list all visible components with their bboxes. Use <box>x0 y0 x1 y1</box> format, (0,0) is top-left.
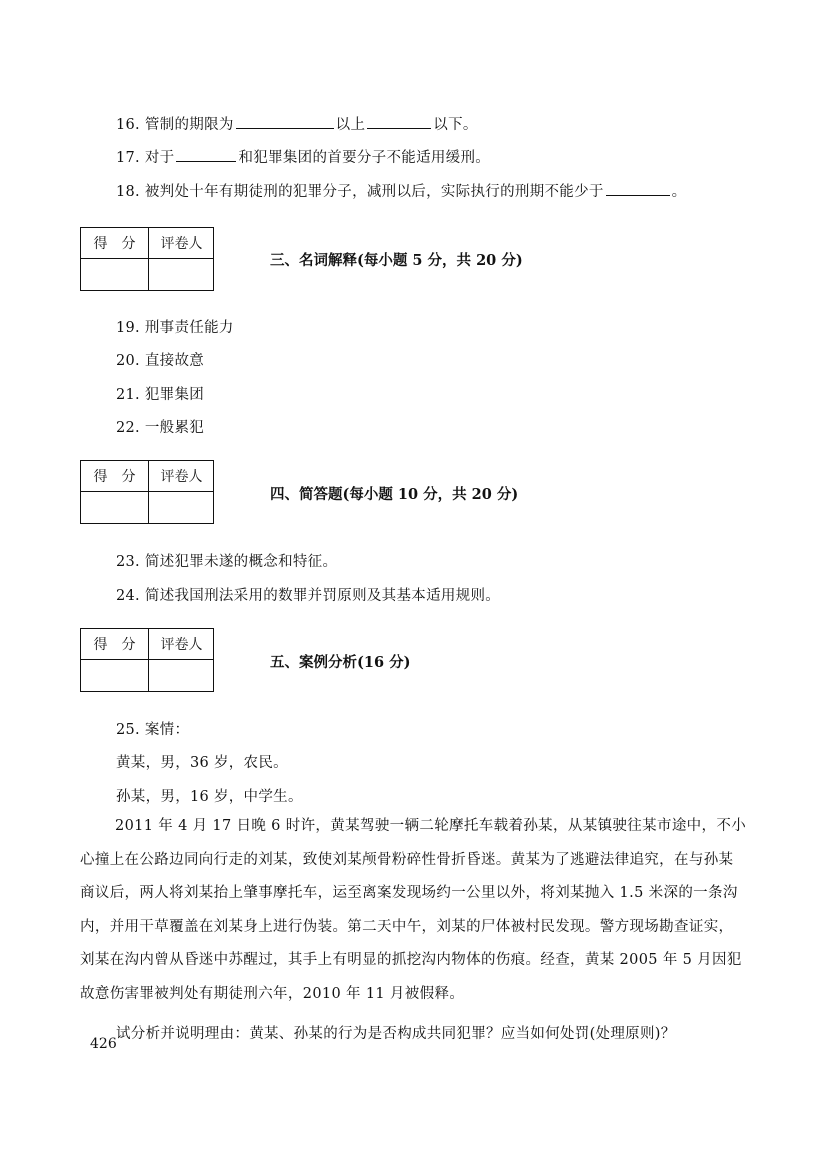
q16-mid: 以上 <box>335 117 366 133</box>
q18-suffix: 。 <box>671 184 687 200</box>
blank-16a[interactable] <box>236 114 334 129</box>
score-box[interactable] <box>81 660 147 691</box>
grader-label: 评卷人 <box>160 469 203 485</box>
question-18 <box>116 180 686 201</box>
page-number: 426 <box>90 1036 117 1052</box>
q16-suffix: 以下。 <box>433 117 478 133</box>
question-17 <box>116 146 490 167</box>
question-25-label: 25. 案情： <box>116 722 190 738</box>
grader-label: 评卷人 <box>160 637 203 653</box>
score-table-section5 <box>80 628 214 692</box>
blank-17[interactable] <box>176 147 236 162</box>
case-question: 试分析并说明理由：黄某、孙某的行为是否构成共同犯罪？应当如何处罚(处理原则)？ <box>116 1026 676 1042</box>
score-table-section4 <box>80 460 214 524</box>
score-label: 得 分 <box>93 236 136 252</box>
score-box[interactable] <box>81 259 147 290</box>
score-box[interactable] <box>81 492 147 523</box>
q17-prefix: 17. 对于 <box>116 150 175 166</box>
section-3-title: 三、名词解释(每小题 5 分，共 20 分) <box>270 252 523 269</box>
question-23: 23. 简述犯罪未遂的概念和特征。 <box>116 554 338 570</box>
score-table-section3 <box>80 227 214 291</box>
question-19: 19. 刑事责任能力 <box>116 320 234 336</box>
person-1: 黄某，男，36 岁，农民。 <box>116 755 288 771</box>
grader-box[interactable] <box>149 259 213 290</box>
section-5-title: 五、案例分析(16 分) <box>270 654 411 671</box>
section-4-title: 四、简答题(每小题 10 分，共 20 分) <box>270 486 519 503</box>
q16-prefix: 16. 管制的期限为 <box>116 117 234 133</box>
score-label: 得 分 <box>93 469 136 485</box>
question-24: 24. 简述我国刑法采用的数罪并罚原则及其基本适用规则。 <box>116 588 501 604</box>
case-facts: 2011 年 4 月 17 日晚 6 时许，黄某驾驶一辆二轮摩托车载着孙某，从某镇驶往某市途中，不小心撞上在公路边同向行走的刘某，致使刘某颅骨粉碎性骨折昏迷。黄某为了逃避法律追究，在与孙某商议后，两人将刘某抬上肇事摩托车，运至离案发现场约一公里以外，将刘某抛入 1.5 米深的一条沟内，并用干草覆盖在刘某身上进行伪装。第二天中午，刘某的尸体被村民发现。警方现场勘查证实，刘某在沟内曾从昏迷中苏醒过，其手上有明显的抓挖沟内物体的伤痕。经查，黄某 2005 年 5 月因犯故意伤害罪被判处有期徒刑六年，2010 年 11 月被假释。 <box>80 818 747 1002</box>
question-16 <box>116 113 478 134</box>
blank-18[interactable] <box>606 181 670 196</box>
blank-16b[interactable] <box>367 114 431 129</box>
question-22: 22. 一般累犯 <box>116 420 205 436</box>
question-21: 21. 犯罪集团 <box>116 387 205 403</box>
grader-box[interactable] <box>149 660 213 691</box>
q17-suffix: 和犯罪集团的首要分子不能适用缓刑。 <box>238 150 491 166</box>
question-20: 20. 直接故意 <box>116 353 205 369</box>
grader-box[interactable] <box>149 492 213 523</box>
q18-prefix: 18. 被判处十年有期徒刑的犯罪分子，减刑以后，实际执行的刑期不能少于 <box>116 184 604 200</box>
grader-label: 评卷人 <box>160 236 203 252</box>
person-2: 孙某，男，16 岁，中学生。 <box>116 789 303 805</box>
score-label: 得 分 <box>93 637 136 653</box>
